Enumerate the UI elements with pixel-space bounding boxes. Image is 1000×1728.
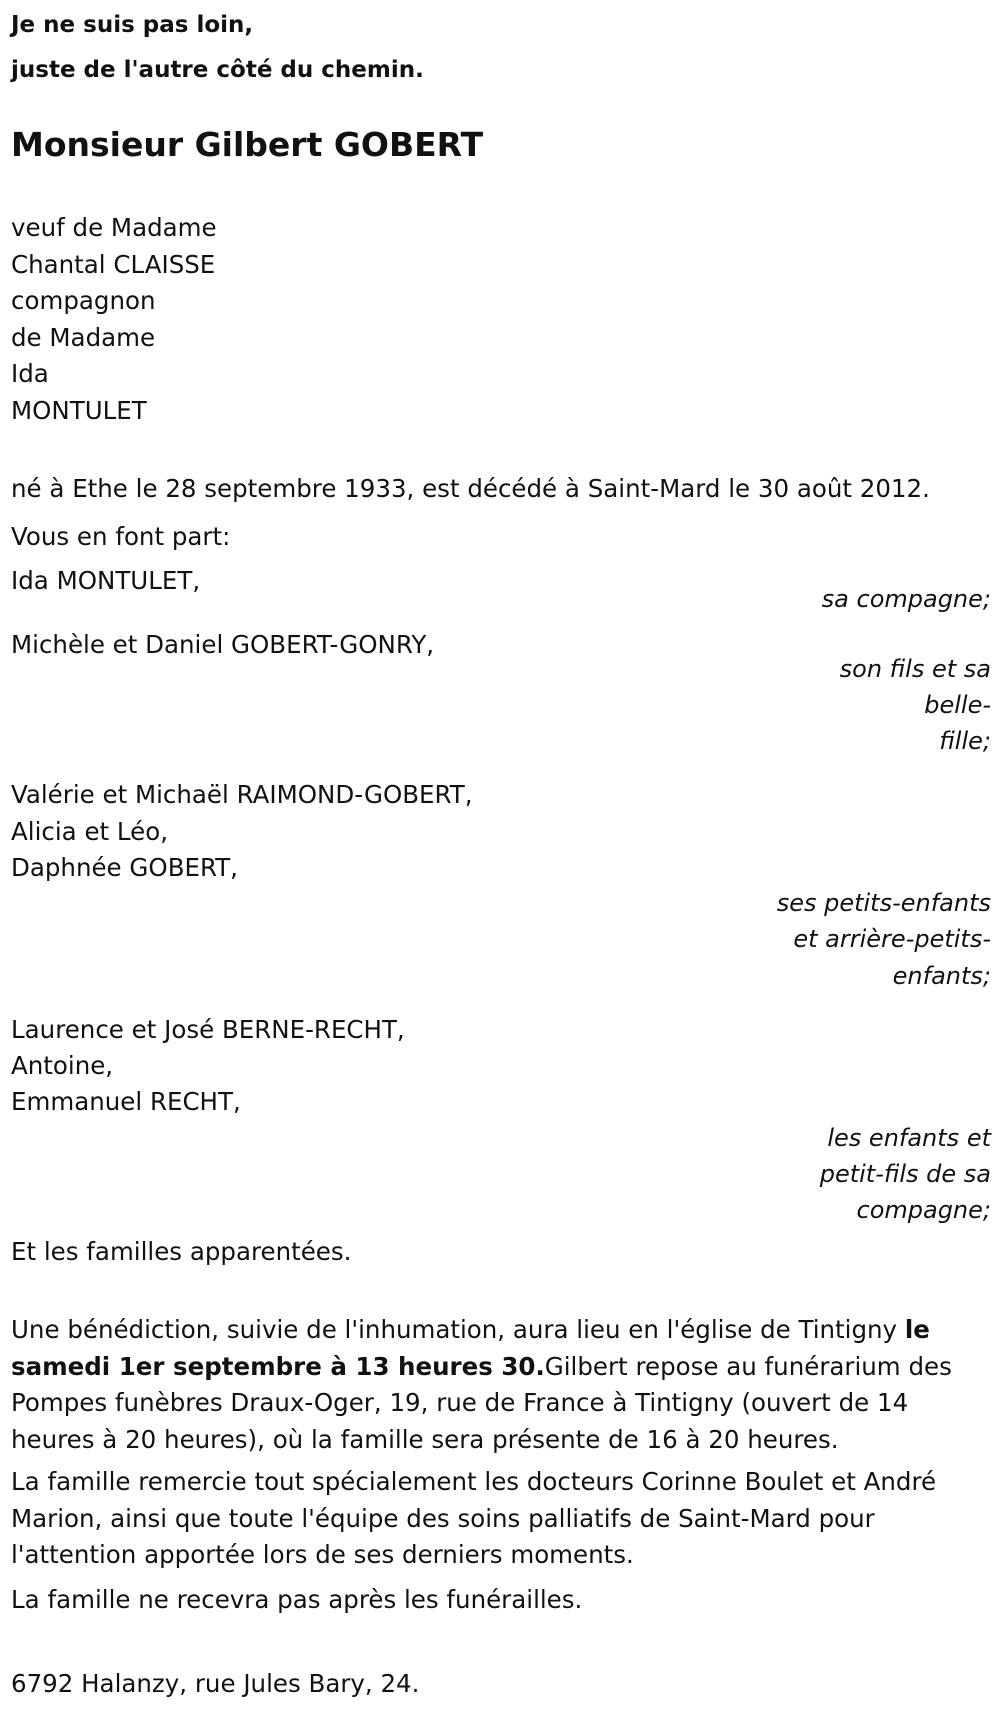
family-member-name: Laurence et José BERNE-RECHT, xyxy=(11,1015,405,1044)
family-member-name: Alicia et Léo, xyxy=(11,816,168,846)
epigraph-line-1: Je ne suis pas loin, xyxy=(11,12,254,38)
spouse-line: Chantal CLAISSE xyxy=(11,249,216,279)
deceased-name: Monsieur Gilbert GOBERT xyxy=(11,125,484,164)
no-reception-notice: La famille ne recevra pas après les funérailles. xyxy=(11,1584,583,1614)
family-role xyxy=(771,1120,991,1228)
family-member-name: Michèle et Daniel GOBERT-GONRY, xyxy=(11,630,435,659)
ceremony-rest: Gilbert repose au funérarium des Pompes funèbres Draux-Oger, 19, rue de France à Tintigny (ouvert de 14 heures à 20 heures), où la famille sera présente de 16 à 20 heures. xyxy=(11,1351,952,1454)
birth-death-statement: né à Ethe le 28 septembre 1933, est décédé à Saint-Mard le 30 août 2012. xyxy=(11,474,930,503)
family-member-name: Ida MONTULET, xyxy=(11,566,201,595)
family-role-line: compagne; xyxy=(856,1196,991,1224)
family-group xyxy=(11,563,991,617)
family-member-name: Valérie et Michaël RAIMOND-GOBERT, xyxy=(11,780,473,809)
spouse-line: de Madame xyxy=(11,322,156,352)
family-group xyxy=(11,777,991,994)
spouse-line: MONTULET xyxy=(11,395,147,425)
ceremony-details xyxy=(11,1312,971,1458)
relatives-mention: Et les familles apparentées. xyxy=(11,1237,352,1266)
obituary-notice xyxy=(11,0,991,1704)
family-role xyxy=(771,581,991,617)
announcement-intro: Vous en font part: xyxy=(11,522,231,551)
family-role-line: et arrière-petits- xyxy=(793,925,991,953)
family-group xyxy=(11,627,991,759)
ceremony-date-time: le samedi 1er septembre à 13 heures 30. xyxy=(11,1315,930,1381)
family-role-line: fille; xyxy=(939,727,991,755)
family-role-line: petit-fils de sa xyxy=(819,1160,991,1188)
spouse-line: Ida xyxy=(11,359,49,388)
spouse-info xyxy=(11,210,991,429)
family-role xyxy=(771,885,991,995)
family-member-name: Emmanuel RECHT, xyxy=(11,1087,241,1116)
family-role xyxy=(771,651,991,759)
family-role-line: ses petits-enfants xyxy=(776,888,991,917)
family-group xyxy=(11,1012,991,1228)
family-member-name: Antoine, xyxy=(11,1051,114,1080)
family-role-line: son fils et sa belle- xyxy=(839,655,991,719)
spouse-line: veuf de Madame xyxy=(11,213,217,242)
family-role-line: enfants; xyxy=(892,961,991,990)
epigraph xyxy=(11,0,991,95)
family-role-line: sa compagne; xyxy=(821,585,991,613)
epigraph-line-2: juste de l'autre côté du chemin. xyxy=(11,57,424,83)
family-member-name: Daphnée GOBERT, xyxy=(11,853,238,882)
ceremony-intro: Une bénédiction, suivie de l'inhumation, aura lieu en l'église de Tintigny xyxy=(11,1315,905,1344)
spouse-line: compagnon xyxy=(11,286,156,315)
thanks-paragraph: La famille remercie tout spécialement les docteurs Corinne Boulet et André Marion, ainsi que toute l'équipe des soins palliatifs de Saint-Mard pour l'attention apportée lors de ses derniers moments. xyxy=(11,1467,937,1569)
family-address: 6792 Halanzy, rue Jules Bary, 24. xyxy=(11,1668,420,1698)
family-role-line: les enfants et xyxy=(827,1124,991,1152)
